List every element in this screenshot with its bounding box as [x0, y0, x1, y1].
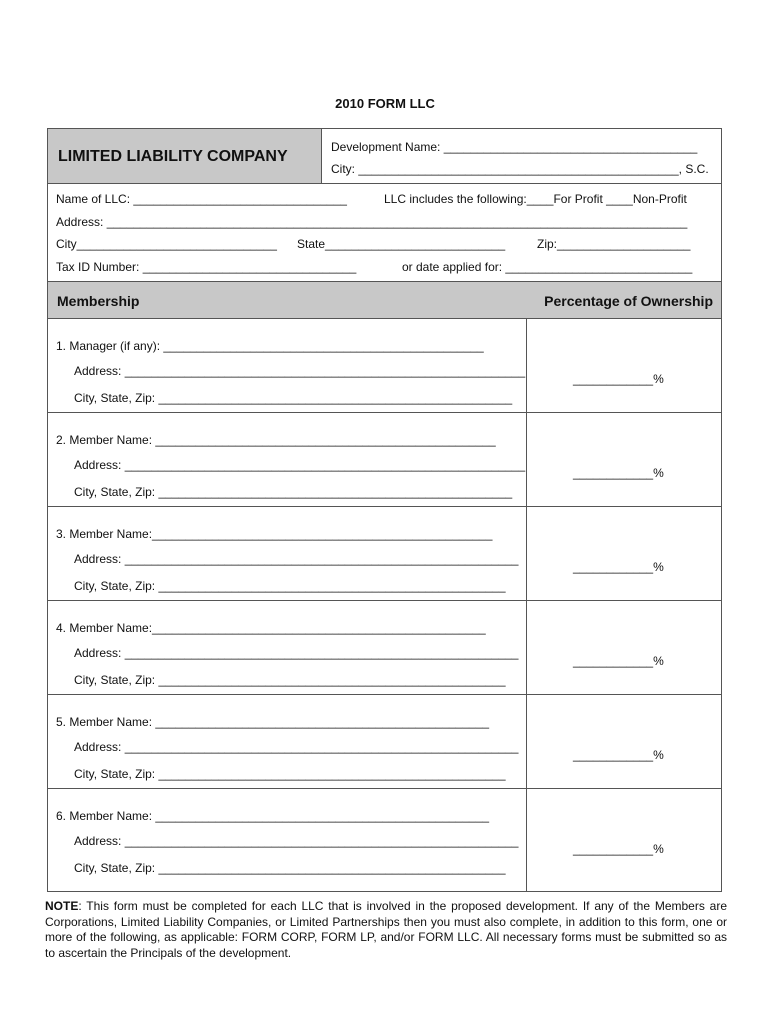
- member-city-state-zip-field[interactable]: City, State, Zip: _____________________________________________________: [74, 485, 513, 499]
- member-address-field[interactable]: Address: ___________________________________________________________: [74, 646, 519, 660]
- membership-header: [48, 281, 721, 319]
- llc-city-field[interactable]: City______________________________: [56, 237, 277, 251]
- column-divider: [526, 413, 527, 506]
- member-block-4: [48, 601, 721, 695]
- llc-tax-id-field[interactable]: Tax ID Number: ________________________________: [56, 260, 357, 274]
- ownership-percent-field[interactable]: ____________%: [573, 654, 664, 668]
- column-divider: [526, 601, 527, 694]
- member-name-field[interactable]: 1. Manager (if any): ________________________________________________: [56, 339, 484, 353]
- member-name-field[interactable]: 3. Member Name:___________________________________________________: [56, 527, 493, 541]
- column-divider: [526, 789, 527, 891]
- member-city-state-zip-field[interactable]: City, State, Zip: _____________________________________________________: [74, 391, 513, 405]
- development-info: [322, 129, 721, 184]
- ownership-percent-field[interactable]: ____________%: [573, 748, 664, 762]
- llc-profit-type-field[interactable]: LLC includes the following:____For Profit ____Non-Profit: [384, 192, 687, 206]
- form-frame: [47, 128, 722, 892]
- member-block-5: [48, 695, 721, 789]
- member-city-state-zip-field[interactable]: City, State, Zip: ____________________________________________________: [74, 579, 506, 593]
- member-name-field[interactable]: 2. Member Name: ___________________________________________________: [56, 433, 496, 447]
- form-title: 2010 FORM LLC: [335, 96, 435, 111]
- member-city-state-zip-field[interactable]: City, State, Zip: ____________________________________________________: [74, 673, 506, 687]
- member-block-1: [48, 319, 721, 413]
- note-text: : This form must be completed for each LLC that is involved in the proposed development. If any of the Members are Corporations, Limited Liability Companies, or Limited Partnerships then you must also complete, in addition to this form, one or more of the following, as applicable: FORM CORP, FORM LP, and/or FORM LLC. All necessary forms must be submitted so as to ascertain the Principals of the development.: [45, 899, 727, 960]
- column-divider: [526, 695, 527, 788]
- member-city-state-zip-field[interactable]: City, State, Zip: ____________________________________________________: [74, 861, 506, 875]
- note-label: NOTE: [45, 899, 79, 913]
- ownership-percentage-label: Percentage of Ownership: [544, 293, 713, 309]
- member-address-field[interactable]: Address: ____________________________________________________________: [74, 364, 526, 378]
- member-block-6: [48, 789, 721, 891]
- llc-state-field[interactable]: State___________________________: [297, 237, 506, 251]
- member-address-field[interactable]: Address: ___________________________________________________________: [74, 552, 519, 566]
- column-divider: [526, 319, 527, 412]
- note-paragraph: [45, 899, 727, 961]
- company-type-label: LIMITED LIABILITY COMPANY: [58, 148, 288, 165]
- llc-address-field[interactable]: Address: _______________________________________________________________________________________: [56, 215, 688, 229]
- ownership-percent-field[interactable]: ____________%: [573, 372, 664, 386]
- member-address-field[interactable]: Address: ___________________________________________________________: [74, 740, 519, 754]
- member-name-field[interactable]: 6. Member Name: __________________________________________________: [56, 809, 490, 823]
- llc-name-field[interactable]: Name of LLC: ________________________________: [56, 192, 347, 206]
- development-city-field[interactable]: City: ________________________________________________, S.C.: [331, 162, 709, 176]
- development-name-field[interactable]: Development Name: ______________________________________: [331, 140, 698, 154]
- company-type-header: [48, 129, 322, 184]
- llc-zip-field[interactable]: Zip:____________________: [537, 237, 691, 251]
- ownership-percent-field[interactable]: ____________%: [573, 842, 664, 856]
- member-city-state-zip-field[interactable]: City, State, Zip: ____________________________________________________: [74, 767, 506, 781]
- ownership-percent-field[interactable]: ____________%: [573, 560, 664, 574]
- member-name-field[interactable]: 5. Member Name: __________________________________________________: [56, 715, 490, 729]
- ownership-percent-field[interactable]: ____________%: [573, 466, 664, 480]
- member-block-3: [48, 507, 721, 601]
- member-block-2: [48, 413, 721, 507]
- llc-date-applied-field[interactable]: or date applied for: ____________________________: [402, 260, 693, 274]
- member-address-field[interactable]: Address: ___________________________________________________________: [74, 834, 519, 848]
- member-name-field[interactable]: 4. Member Name:__________________________________________________: [56, 621, 486, 635]
- column-divider: [526, 507, 527, 600]
- membership-label: Membership: [57, 293, 140, 309]
- member-address-field[interactable]: Address: ____________________________________________________________: [74, 458, 526, 472]
